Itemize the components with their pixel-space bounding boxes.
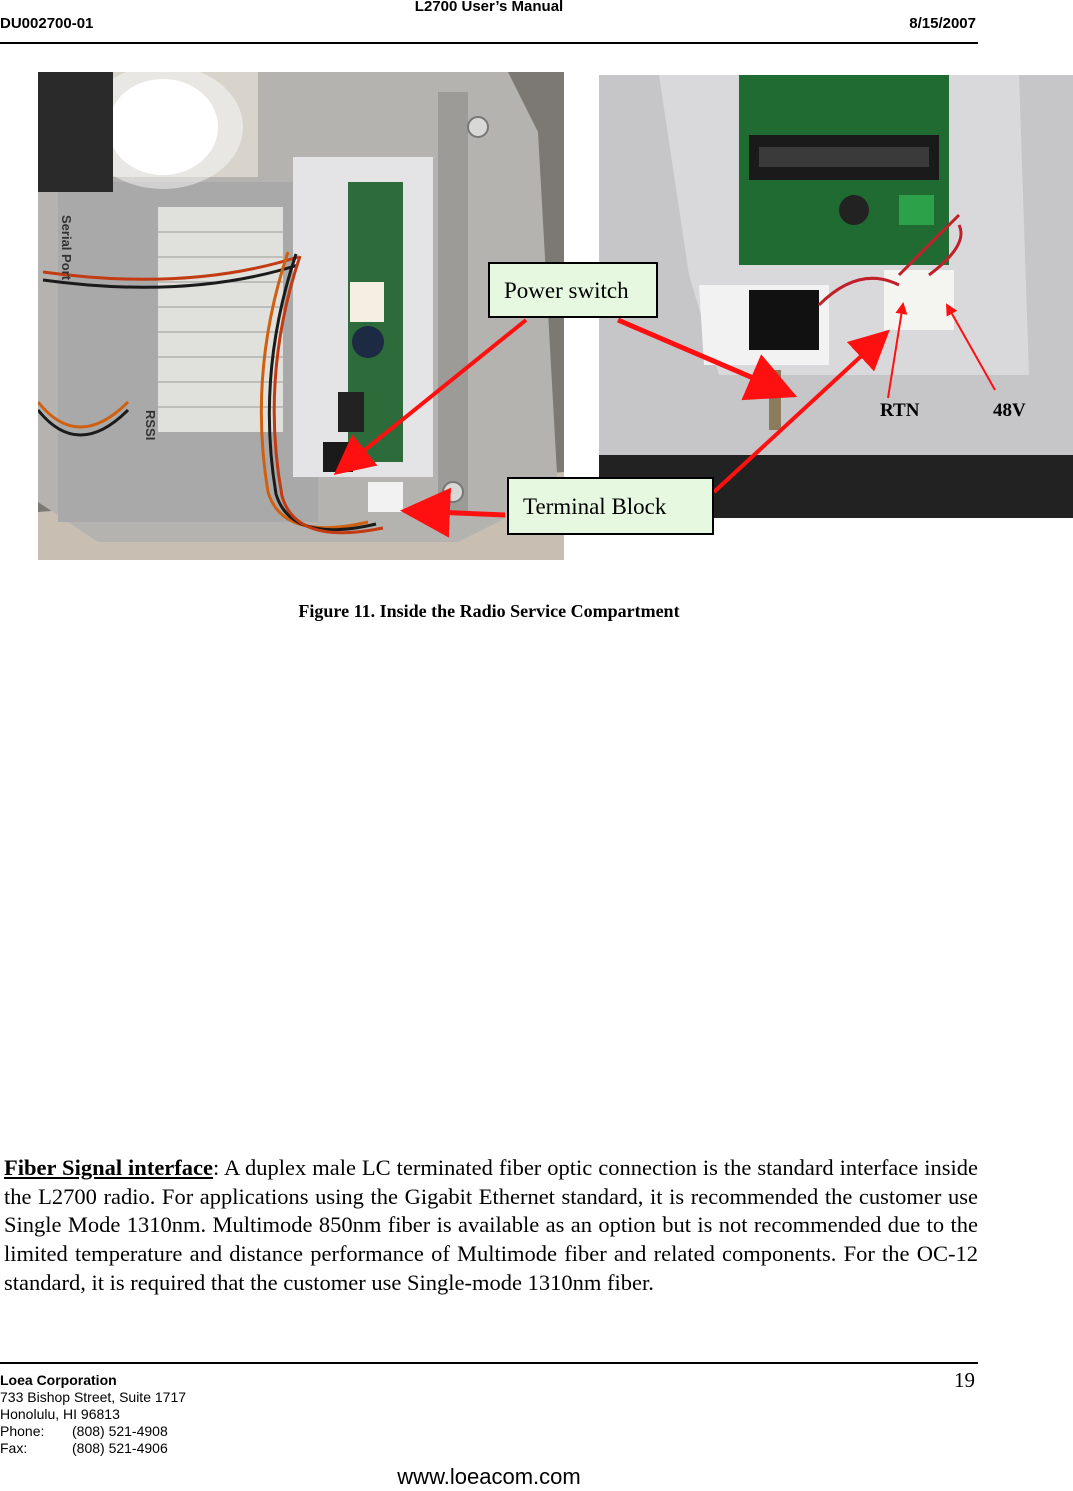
document-date: 8/15/2007: [909, 15, 976, 32]
address-line-2: Honolulu, HI 96813: [0, 1406, 120, 1422]
rtn-48v-arrows: [888, 304, 995, 398]
figure-caption: Figure 11. Inside the Radio Service Compartment: [298, 601, 680, 621]
serial-port-label: Serial Port: [59, 215, 74, 281]
paragraph-heading: Fiber Signal interface: [4, 1155, 214, 1180]
fax-line: Fax: (808) 521-4906: [0, 1440, 168, 1456]
rssi-label: RSSI: [143, 410, 158, 441]
terminal-block-callout: Terminal Block: [507, 477, 714, 535]
paragraph-text: : A duplex male LC terminated fiber optic connection is the standard interface inside the L2700 radio. For applications using the Gigabit Ethernet standard, it is recommended the customer use Single Mode 1310nm. Multimode 850nm fiber is available as an option but is not recommended due to the limited temperature and distance performance of Multimode fiber and related components. For the OC-12 standard, it is required that the customer use Single-mode 1310nm fiber.: [4, 1155, 978, 1295]
footer-address: [0, 1372, 186, 1457]
manual-title: L2700 User’s Manual: [414, 0, 564, 15]
fiber-signal-paragraph: [4, 1154, 978, 1298]
48v-label: 48V: [993, 400, 1026, 421]
document-id: DU002700-01: [0, 15, 94, 32]
address-line-1: 733 Bishop Street, Suite 1717: [0, 1389, 187, 1405]
website-link[interactable]: www.loeacom.com: [397, 1464, 581, 1489]
rtn-label: RTN: [880, 400, 920, 421]
power-switch-callout: Power switch: [488, 262, 658, 318]
page-number: 19: [954, 1368, 975, 1392]
phone-line: Phone: (808) 521-4908: [0, 1423, 168, 1439]
footer-rule: [0, 1362, 978, 1364]
power-switch-arrows: [340, 320, 788, 470]
company-name: Loea Corporation: [0, 1372, 117, 1388]
